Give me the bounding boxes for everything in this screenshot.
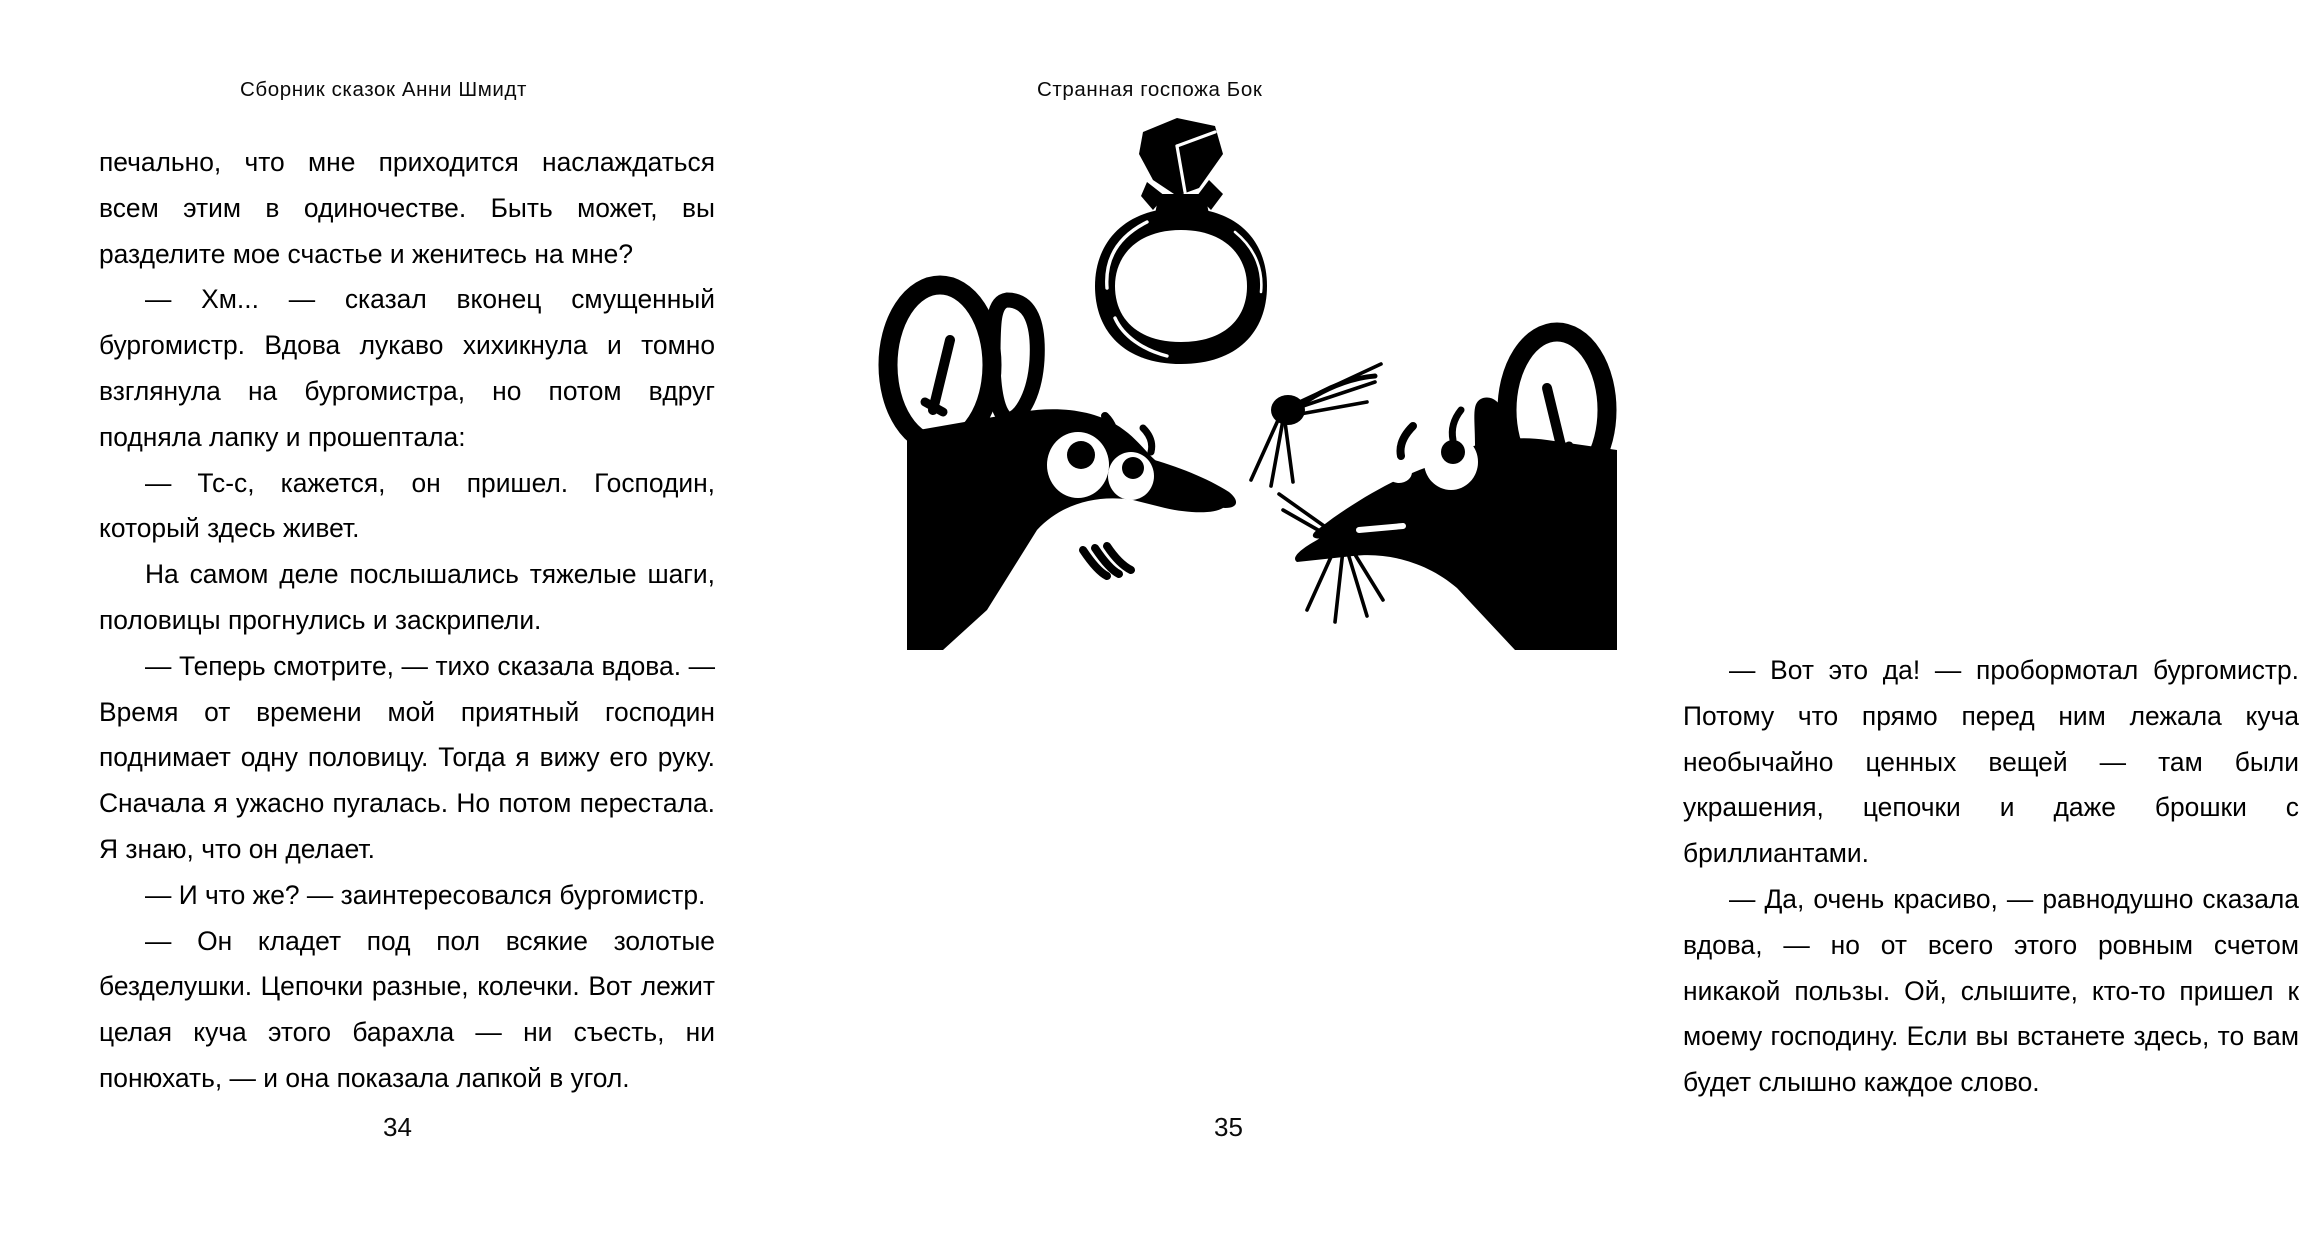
paragraph: — Вот это да! — пробормотал бургомистр. Потому что прямо перед ним лежала куча необычайно ценных вещей — там были украшения, цепочки и даже брошки с бриллиантами. — [1683, 655, 2299, 869]
right-page — [827, 0, 2299, 1240]
paragraph: — Теперь смотрите, — тихо сказала вдова. — Время от времени мой приятный господин поднимает одну половицу. Тогда я вижу его руку. Сначала я ужасно пугалась. Но потом перестала. Я знаю, что он делает. — [99, 650, 715, 864]
two-mice-and-diamond-ring-illustration — [847, 110, 1637, 650]
left-page-running-head: Сборник сказок Анни Шмидт — [240, 78, 528, 101]
paragraph: — Он кладет под пол всякие золотые безделушки. Цепочки разные, колечки. Вот лежит целая куча этого барахла — ни съесть, ни понюхать, — и она показала лапкой в угол. — [99, 925, 715, 1093]
paragraph: печально, что мне приходится наслаждаться всем этим в одиночестве. Быть может, вы разделите мое счастье и женитесь на мне? — [99, 147, 715, 269]
right-page-running-head: Странная госпожа Бок — [1037, 78, 1263, 101]
paragraph: — Хм... — сказал вконец смущенный бургомистр. Вдова лукаво хихикнула и томно взглянула на бургомистра, но потом вдруг подняла лапку и прошептала: — [99, 284, 715, 452]
diamond-ring-icon — [1095, 118, 1267, 364]
left-page-number: 34 — [383, 1112, 412, 1142]
paragraph: На самом деле послышались тяжелые шаги, половицы прогнулись и заскрипели. — [99, 559, 715, 635]
paragraph: — И что же? — заинтересовался бургомистр. — [145, 879, 706, 910]
paragraph: — Да, очень красиво, — равнодушно сказала вдова, — но от всего этого ровным счетом никакой пользы. Ой, слышите, кто-то пришел к моему господину. Если вы встанете здесь, то вам будет слышно каждое слово. — [1683, 883, 2299, 1098]
left-page — [0, 0, 827, 1240]
right-page-text-column — [1683, 648, 2299, 1106]
paragraph: — Тс-с, кажется, он пришел. Господин, который здесь живет. — [99, 467, 715, 544]
left-page-text-column — [99, 140, 715, 1102]
mouse-right-figure — [1251, 332, 1617, 650]
right-page-number: 35 — [1214, 1112, 1243, 1142]
